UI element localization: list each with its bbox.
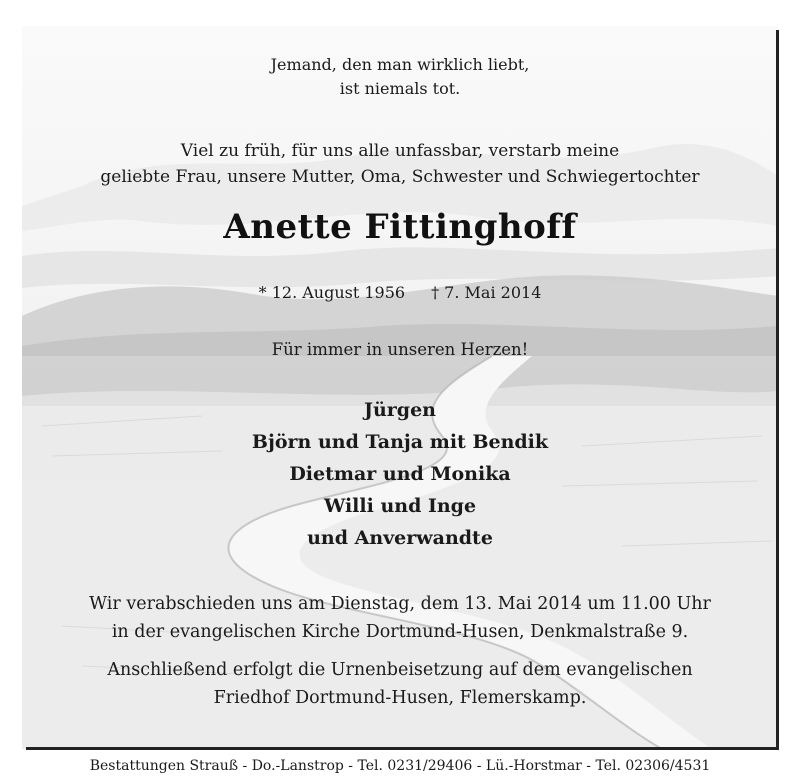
mourner-2: Björn und Tanja mit Bendik <box>251 431 549 453</box>
mourner-4: Willi und Inge <box>323 495 477 517</box>
burial-line-2: Friedhof Dortmund-Husen, Flemerskamp. <box>213 688 587 708</box>
burial-line-1: Anschließend erfolgt die Urnenbeisetzung auf dem evangelischen <box>107 660 693 680</box>
mourner-3: Dietmar und Monika <box>289 463 511 485</box>
card-shadow-bottom <box>26 747 779 750</box>
card-shadow-right <box>776 30 779 750</box>
funeral-home-footer: Bestattungen Strauß - Do.-Lanstrop - Tel. 0231/29406 - Lü.-Horstmar - Tel. 02306/4531 <box>89 758 711 774</box>
notice-text <box>22 26 778 749</box>
verse-line-2: ist niemals tot. <box>339 79 461 98</box>
intro-line-2: geliebte Frau, unsere Mutter, Oma, Schwester und Schwiegertochter <box>100 167 700 187</box>
deceased-name: Anette Fittinghoff <box>223 207 577 247</box>
life-dates <box>22 281 778 305</box>
motto: Für immer in unseren Herzen! <box>271 340 529 359</box>
obituary-card <box>22 26 778 749</box>
death-date: † 7. Mai 2014 <box>431 283 542 302</box>
mourner-1: Jürgen <box>363 399 436 421</box>
mourner-5: und Anverwandte <box>307 527 493 549</box>
birth-date: * 12. August 1956 <box>258 283 406 302</box>
verse-line-1: Jemand, den man wirklich liebt, <box>270 55 530 74</box>
service-line-2: in der evangelischen Kirche Dortmund-Husen, Denkmalstraße 9. <box>111 622 689 642</box>
service-line-1: Wir verabschieden uns am Dienstag, dem 13. Mai 2014 um 11.00 Uhr <box>89 594 711 614</box>
intro-line-1: Viel zu früh, für uns alle unfassbar, verstarb meine <box>180 141 620 161</box>
